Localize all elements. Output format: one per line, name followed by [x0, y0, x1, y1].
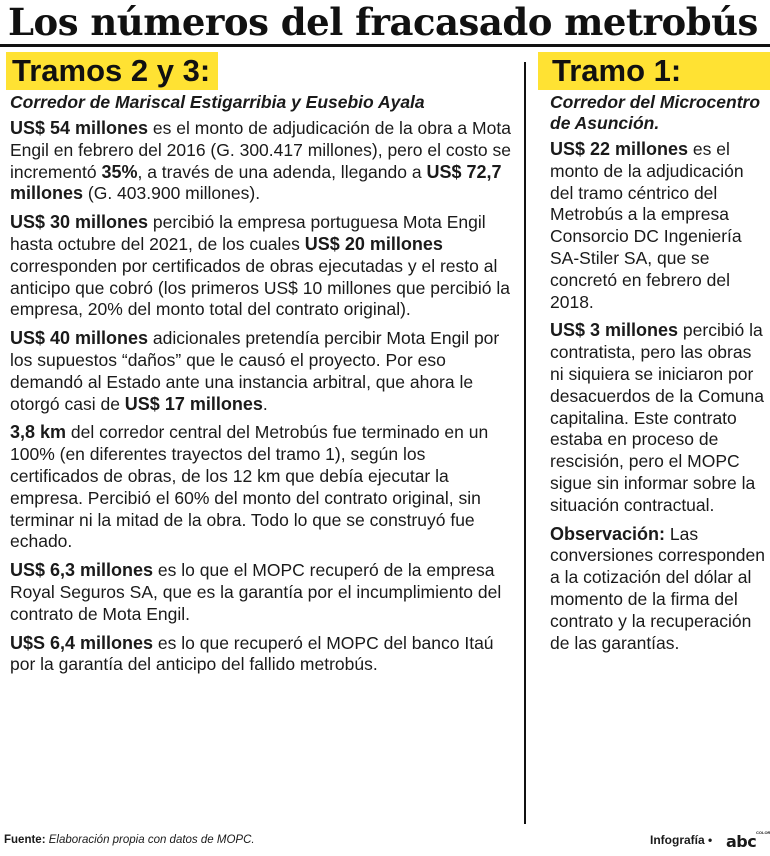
logo-color-tag: COLOR [756, 830, 770, 835]
right-paragraph-3 [550, 524, 766, 655]
figure-highlight: US$ 17 millones [124, 393, 263, 414]
paragraph-text: percibió la empresa portuguesa Mota Engil hasta octubre del 2021, de los cuales [10, 212, 486, 254]
source-text: Elaboración propia con datos de MOPC. [45, 834, 255, 846]
left-paragraph-1 [10, 118, 515, 205]
paragraph-text: es lo que recuperó el MOPC del banco Itaú por la garantía del anticipo del fallido metrobús. [10, 632, 494, 675]
left-paragraph-4 [10, 422, 515, 553]
page-title: Los números del fracasado metrobús [8, 0, 758, 44]
figure-highlight: US$ 30 millones [10, 212, 149, 233]
figure-highlight: US$ 72,7 millones [10, 161, 502, 204]
figure-highlight: 3,8 km [10, 422, 67, 443]
paragraph-text: . [262, 393, 268, 414]
paragraph-text: corresponden por certificados de obras ejecutadas y el resto al anticipo que cobró (los primeros US$ 10 millones que percibió la empresa, 20% del monto total del contrato original). [10, 255, 510, 320]
right-column [550, 92, 766, 661]
left-paragraph-3 [10, 328, 515, 415]
figure-highlight: US$ 6,3 millones [10, 560, 154, 581]
observation-label: Observación: [550, 523, 666, 544]
paragraph-text: es lo que el MOPC recuperó de la empresa Royal Seguros SA, que es la garantía por el incumplimiento del contrato de Mota Engil. [10, 560, 502, 624]
paragraph-text: es el monto de la adjudicación del tramo céntrico del Metrobús a la empresa Consorcio DC Ingeniería SA-Stiler SA, que se concretó en febrero del 2018. [550, 139, 744, 312]
figure-highlight: US$ 3 millones [550, 320, 679, 341]
figure-highlight: U$S 6,4 millones [10, 632, 154, 653]
paragraph-text: Las conversiones corresponden a la cotización del dólar al momento de la firma del contrato y la recuperación de las garantías. [550, 523, 765, 653]
logo-text: abc [726, 832, 757, 851]
left-subtitle: Corredor de Mariscal Estigarribia y Eusebio Ayala [10, 92, 425, 112]
infographic-credit: Infografía • [650, 833, 713, 847]
left-paragraph-6 [10, 633, 515, 677]
section-tag-tramo-1: Tramo 1: [538, 52, 770, 90]
paragraph-text: es el monto de adjudicación de la obra a Mota Engil en febrero del 2016 (G. 300.417 millones), pero el costo se incrementó [10, 118, 511, 182]
paragraph-text: percibió la contratista, pero las obras ni siquiera se iniciaron por desacuerdos de la Comuna capitalina. Este contrato estaba en proceso de rescisión, pero el MOPC sigue sin informar sobre la situación contractual. [550, 320, 765, 515]
right-paragraph-1 [550, 139, 766, 313]
source-label: Fuente: [4, 834, 46, 846]
column-divider [524, 62, 526, 824]
paragraph-text: (G. 403.900 millones). [83, 183, 261, 204]
right-paragraph-2 [550, 320, 766, 516]
section-tag-tramos-2-3: Tramos 2 y 3: [6, 52, 218, 90]
title-underline [0, 44, 770, 47]
figure-highlight: US$ 20 millones [304, 233, 443, 254]
right-subtitle: Corredor del Microcentro de Asunción. [550, 92, 761, 133]
paragraph-text: , a través de una adenda, llegando a [137, 161, 427, 182]
left-paragraph-2 [10, 212, 515, 321]
figure-highlight: US$ 22 millones [550, 139, 689, 159]
paragraph-text: adicionales pretendía percibir Mota Engil por los supuestos “daños” que le causó el proyecto. Por eso demandó al Estado ante una instancia arbitral, que ahora le otorgó casi de [10, 328, 500, 414]
source-note [4, 834, 255, 846]
figure-highlight: US$ 40 millones [10, 328, 149, 349]
left-paragraph-5 [10, 560, 515, 625]
left-column [10, 92, 515, 683]
figure-highlight: US$ 54 millones [10, 118, 149, 138]
figure-highlight: 35% [101, 161, 138, 182]
paragraph-text: del corredor central del Metrobús fue terminado en un 100% (en diferentes trayectos del tramo 1), según los certificados de obras, de los 12 km que debía ejecutar la empresa. Percibió el 60% del monto del contrato original, sin terminar ni la mitad de la obra. Todo lo que se construyó fue echado. [10, 422, 489, 552]
